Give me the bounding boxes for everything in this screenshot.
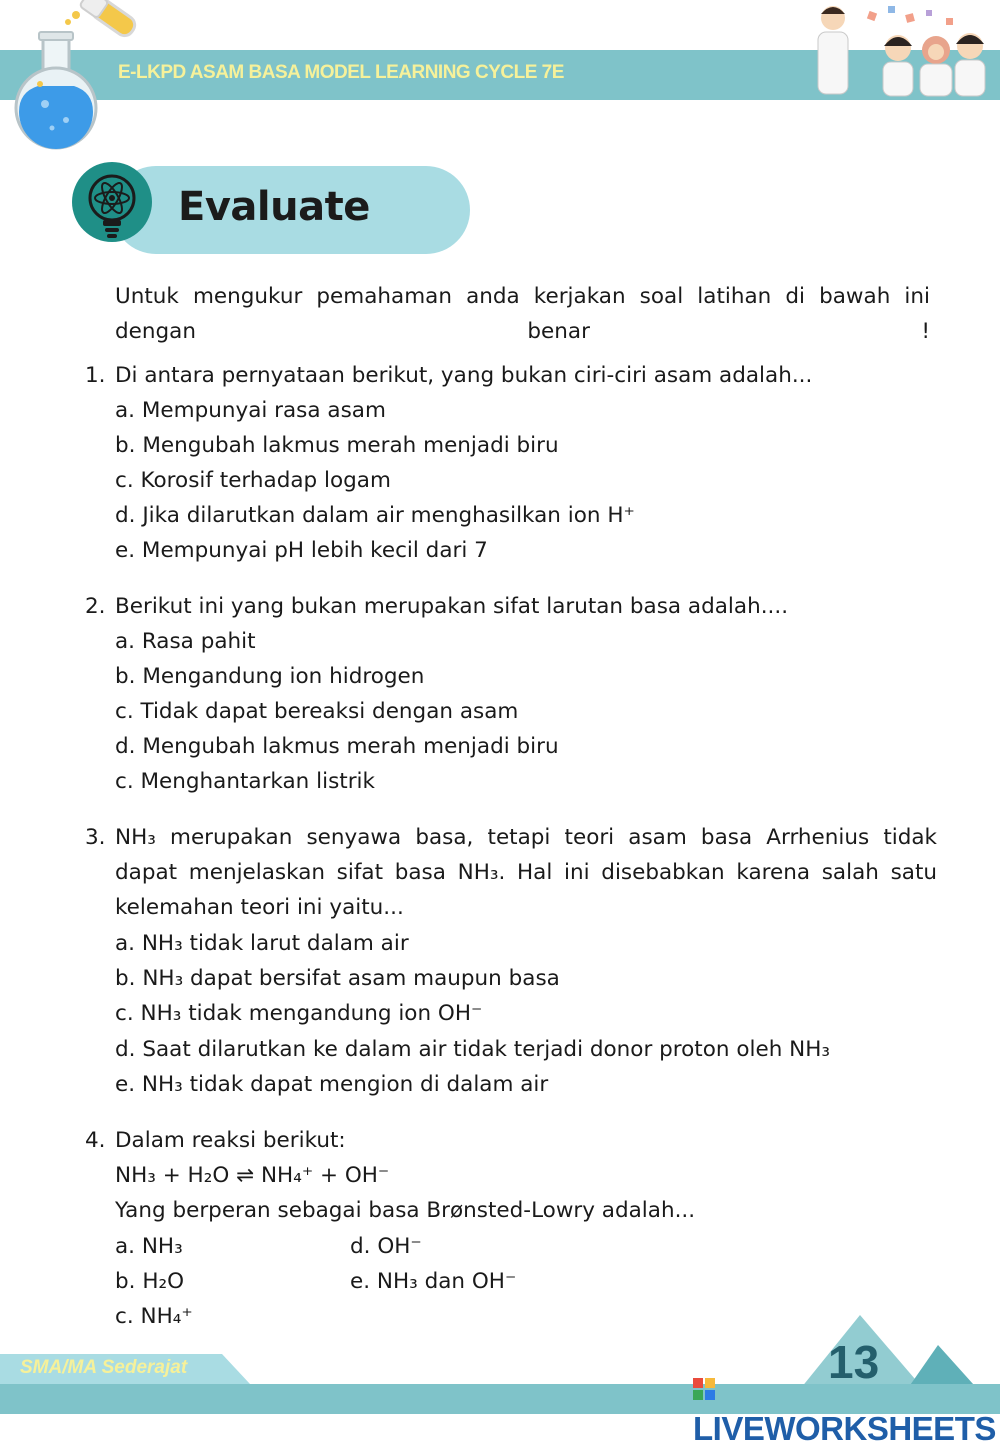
question-text: Di antara pernyataan berikut, yang bukan ciri-ciri asam adalah... [115,363,813,388]
answer-option[interactable]: a. NH₃ [115,1234,183,1259]
liveworksheets-logo-icon [693,1378,715,1400]
liveworksheets-watermark[interactable] [693,1372,1000,1448]
answer-option[interactable]: c. Tidak dapat bereaksi dengan asam [115,699,519,724]
reaction-equation: NH₃ + H₂O ⇌ NH₄⁺ + OH⁻ [115,1163,390,1188]
question-text-line: dapat menjelaskan sifat basa NH₃. Hal ini disebabkan karena salah satu [115,860,937,885]
intro-text: Untuk mengukur pemahaman anda kerjakan soal latihan di bawah ini dengan benar ! [115,284,930,344]
answer-option[interactable]: b. NH₃ dapat bersifat asam maupun basa [115,966,560,991]
answer-option[interactable]: b. H₂O [115,1269,185,1294]
answer-option[interactable]: e. Mempunyai pH lebih kecil dari 7 [115,538,488,563]
answer-option[interactable]: a. Mempunyai rasa asam [115,398,386,423]
answer-option[interactable]: d. Jika dilarutkan dalam air menghasilkan ion H⁺ [115,503,635,528]
answer-option[interactable]: d. OH⁻ [350,1234,422,1259]
answer-option[interactable]: b. Mengandung ion hidrogen [115,664,425,689]
answer-option[interactable]: a. Rasa pahit [115,629,256,654]
question-number: 3. [85,825,106,850]
answer-option[interactable]: a. NH₃ tidak larut dalam air [115,931,409,956]
question-text-line: kelemahan teori ini yaitu... [115,895,404,920]
atom-bulb-icon [72,162,154,250]
section-title: Evaluate [178,184,370,230]
question-number: 2. [85,594,106,619]
answer-option[interactable]: c. NH₄⁺ [115,1304,193,1329]
answer-option[interactable]: b. Mengubah lakmus merah menjadi biru [115,433,559,458]
watermark-text: LIVEWORKSHEETS [693,1410,996,1447]
footer-label: SMA/MA Sederajat [20,1357,188,1378]
question-number: 4. [85,1128,106,1153]
answer-option[interactable]: e. NH₃ dan OH⁻ [350,1269,517,1294]
scientists-illustration [808,0,1000,100]
header-title: E-LKPD ASAM BASA MODEL LEARNING CYCLE 7E [118,62,564,83]
question-text: Berikut ini yang bukan merupakan sifat larutan basa adalah.... [115,594,789,619]
question-number: 1. [85,363,106,388]
answer-option[interactable]: c. Korosif terhadap logam [115,468,391,493]
question-text: Dalam reaksi berikut: [115,1128,346,1153]
answer-option[interactable]: c. NH₃ tidak mengandung ion OH⁻ [115,1001,483,1026]
answer-option[interactable]: e. NH₃ tidak dapat mengion di dalam air [115,1072,549,1097]
page-number: 13 [828,1336,880,1388]
flask-icon [10,0,140,160]
answer-option[interactable]: d. Mengubah lakmus merah menjadi biru [115,734,559,759]
answer-option[interactable]: c. Menghantarkan listrik [115,769,375,794]
question-prompt: Yang berperan sebagai basa Brønsted-Lowry adalah... [115,1198,696,1223]
answer-option[interactable]: d. Saat dilarutkan ke dalam air tidak terjadi donor proton oleh NH₃ [115,1037,831,1062]
question-text-line: NH₃ merupakan senyawa basa, tetapi teori asam basa Arrhenius tidak [115,825,937,850]
